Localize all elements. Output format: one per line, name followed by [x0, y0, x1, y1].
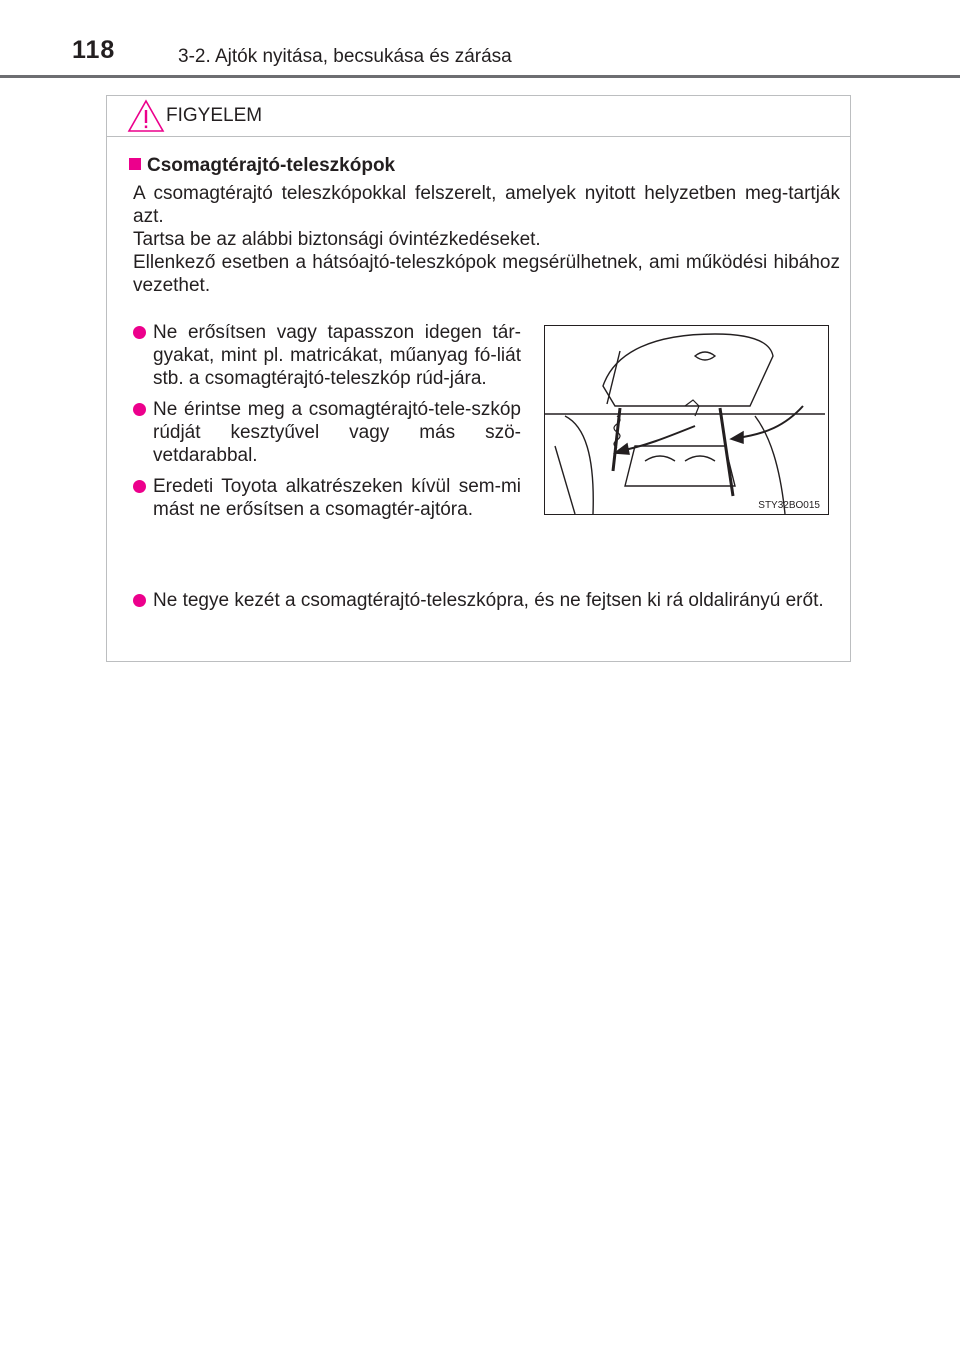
list-item-text: Ne erősítsen vagy tapasszon idegen tár-gyakat, mint pl. matricákat, műanyag fó-liát stb. a csomagtérajtó-teleszkóp rúd-jára. — [153, 322, 521, 389]
page-header — [0, 0, 960, 80]
bullet-dot-icon — [133, 480, 146, 493]
subheading — [129, 155, 395, 177]
intro-paragraph — [133, 182, 840, 297]
paragraph-line: A csomagtérajtó teleszkópokkal felszerelt, amelyek nyitott helyzetben meg-tartják azt. — [133, 183, 840, 227]
list-item — [133, 398, 521, 467]
page-number: 118 — [72, 36, 116, 64]
tailgate-strut-illustration — [544, 325, 829, 515]
list-item-text: Ne tegye kezét a csomagtérajtó-teleszkópra, és ne fejtsen ki rá oldalirányú erőt. — [153, 590, 824, 611]
bullet-dot-icon — [133, 403, 146, 416]
section-title: 3-2. Ajtók nyitása, becsukása és zárása — [178, 46, 512, 67]
paragraph-line: Tartsa be az alábbi biztonsági óvintézkedéseket. — [133, 229, 541, 250]
subheading-text: Csomagtérajtó-teleszkópok — [147, 155, 396, 176]
square-bullet-icon — [129, 158, 141, 170]
tailgate-drawing — [545, 326, 828, 514]
list-item — [133, 321, 521, 390]
warning-header — [107, 96, 850, 137]
paragraph-line: Ellenkező esetben a hátsóajtó-teleszkópok megsérülhetnek, ami működési hibához vezethet. — [133, 252, 840, 296]
figure-code: STY32BO015 — [758, 500, 820, 511]
list-item-text: Eredeti Toyota alkatrészeken kívül sem-mi mást ne erősítsen a csomagtér-ajtóra. — [153, 476, 521, 520]
warning-box — [106, 95, 851, 662]
warning-triangle-icon — [127, 99, 165, 133]
list-item — [133, 475, 521, 521]
list-item — [133, 589, 845, 620]
warning-label: FIGYELEM — [166, 105, 263, 126]
header-divider — [0, 75, 960, 78]
list-item-text: Ne érintse meg a csomagtérajtó-tele-szkóp rúdját kesztyűvel vagy más szö-vetdarabbal. — [153, 399, 521, 466]
bullet-list — [133, 321, 521, 529]
bullet-dot-icon — [133, 326, 146, 339]
bullet-dot-icon — [133, 594, 146, 607]
